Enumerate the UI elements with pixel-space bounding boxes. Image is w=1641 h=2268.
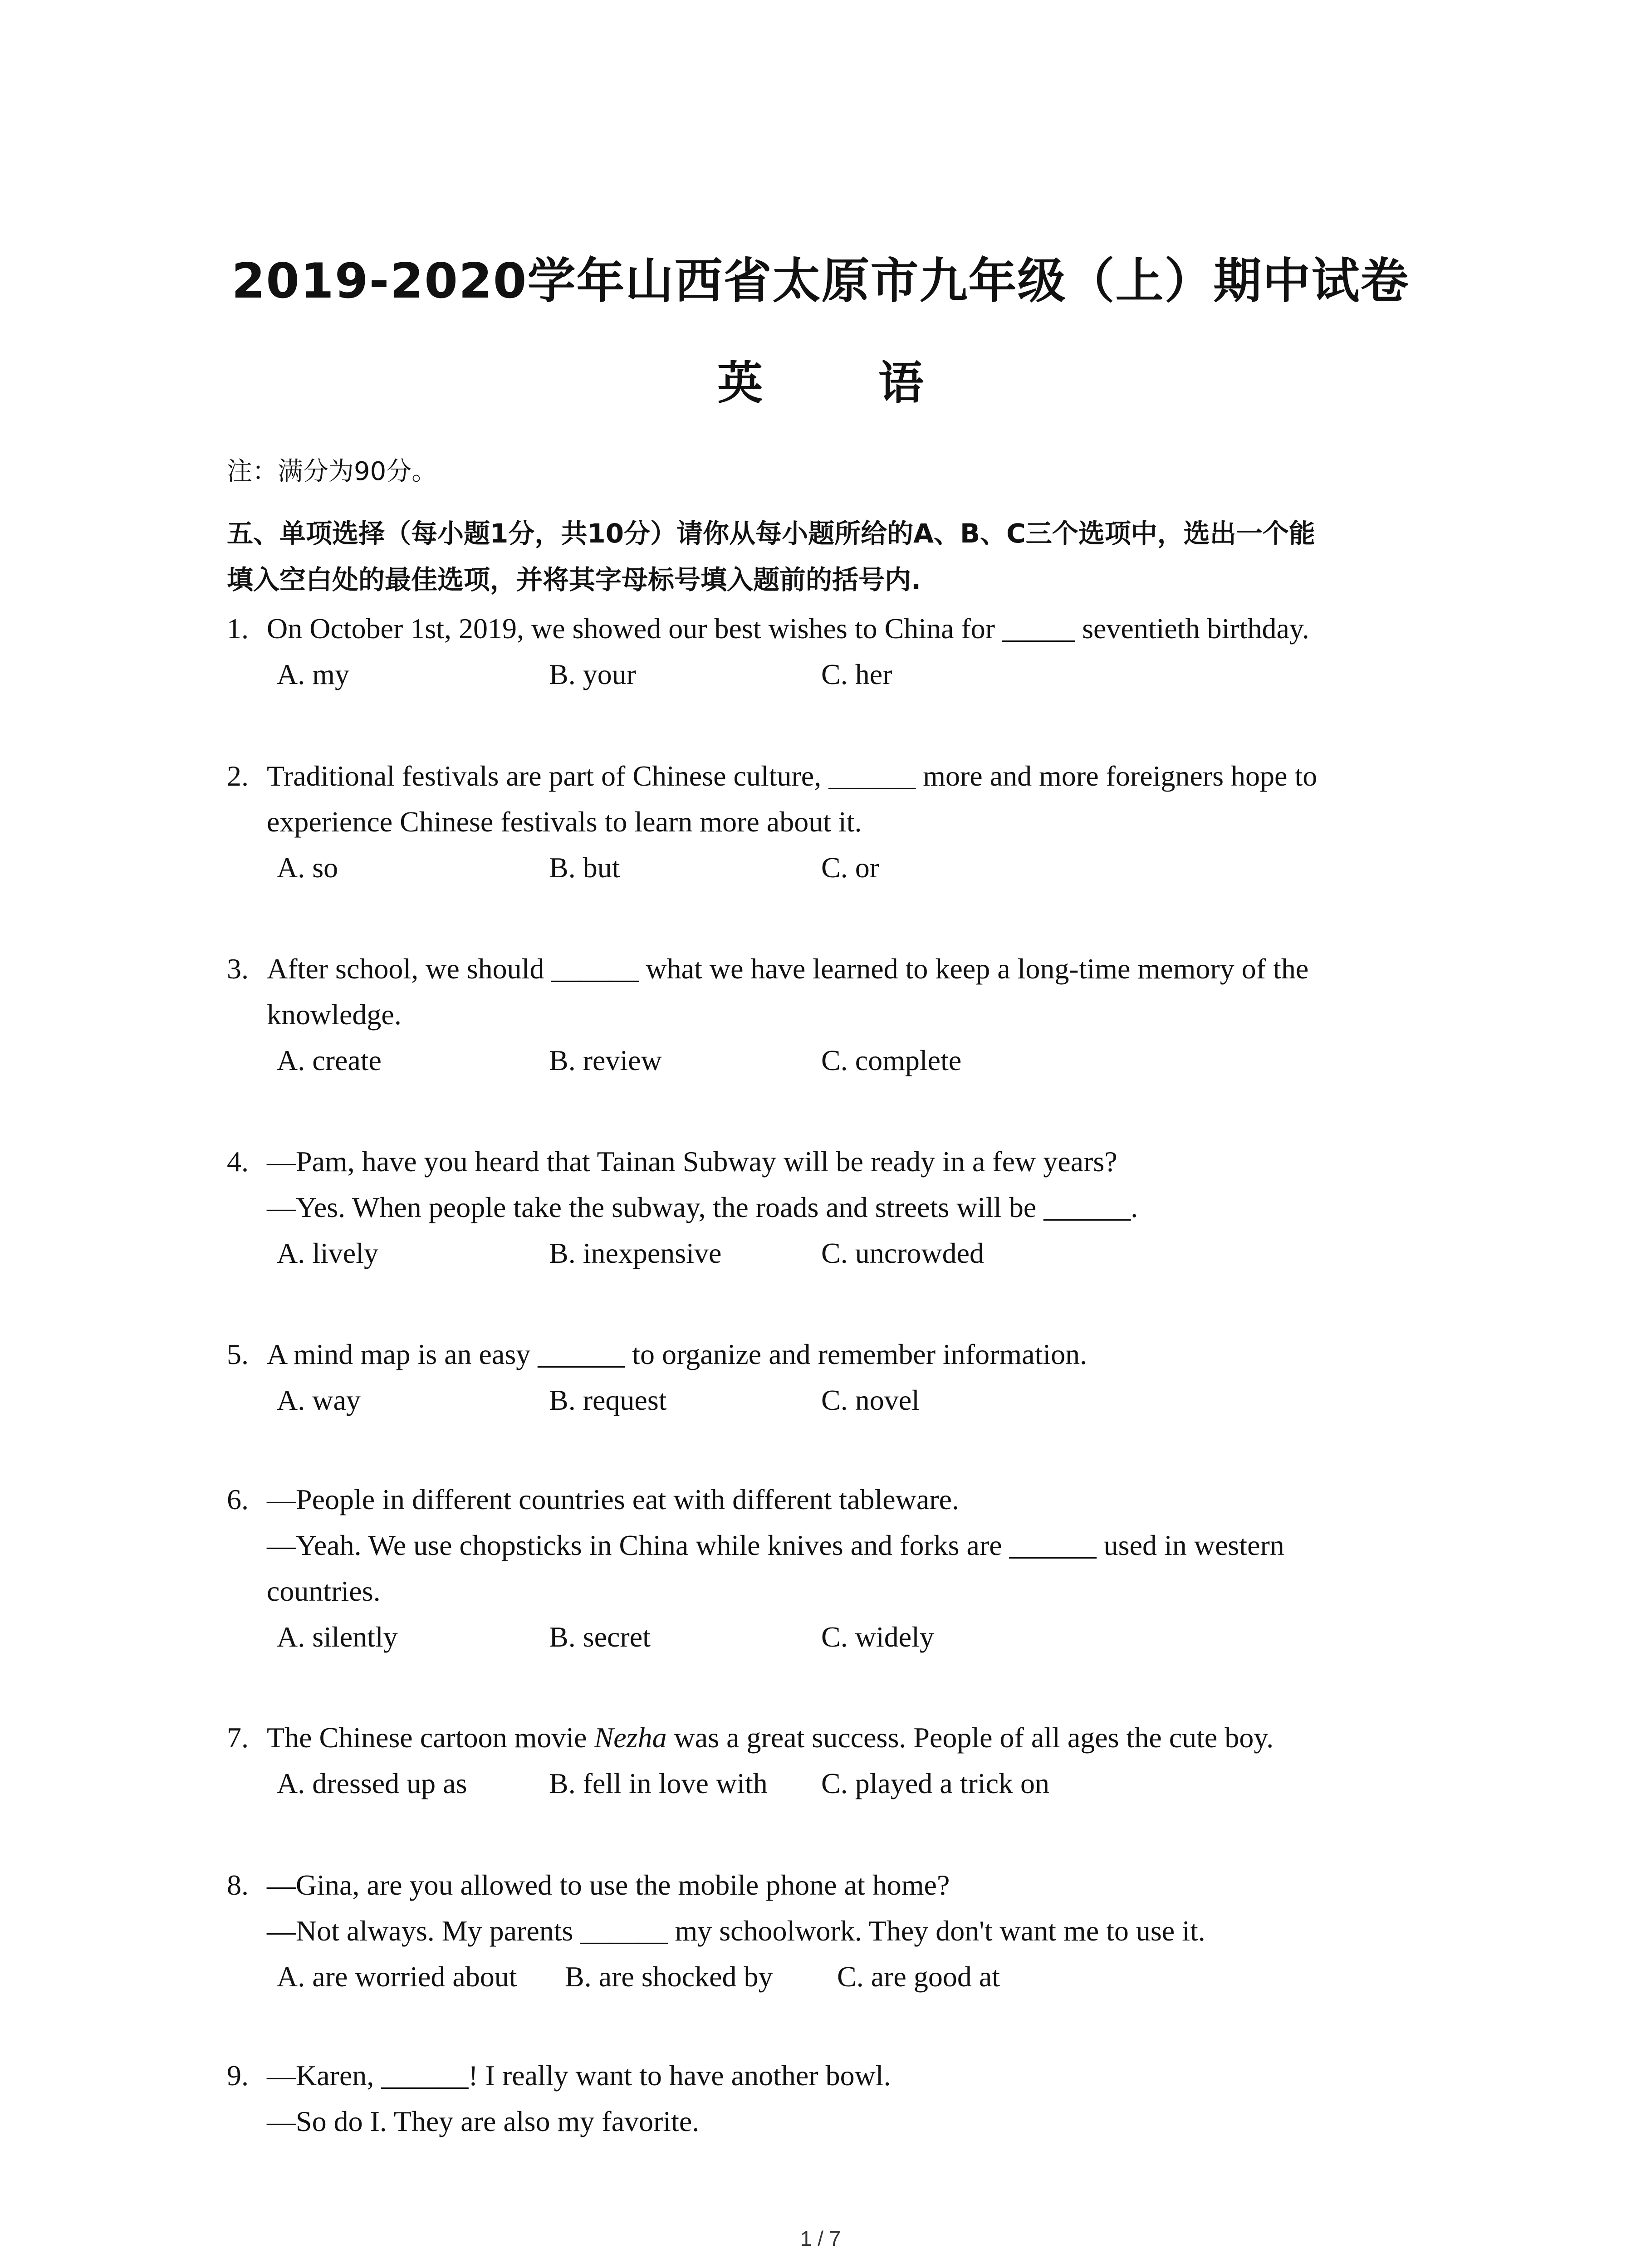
question-6 — [227, 1476, 1429, 1660]
answer-options — [227, 1614, 1429, 1660]
subject-title: 英 语 — [717, 357, 974, 410]
question-text — [267, 1715, 1274, 1760]
option-a: A. my — [277, 658, 349, 690]
option-b: B. are shocked by — [565, 1960, 773, 1993]
option-a: A. create — [277, 1044, 382, 1076]
question-number: 4. — [227, 1145, 249, 1178]
question-text: A mind map is an easy ______ to organize and remember information. — [267, 1338, 1087, 1370]
option-a: A. lively — [277, 1237, 378, 1269]
question-4 — [227, 1139, 1429, 1276]
option-c: C. her — [821, 658, 892, 690]
question-7 — [227, 1715, 1429, 1806]
option-c: C. or — [821, 851, 879, 884]
question-text: —People in different countries eat with different tableware. — [267, 1483, 959, 1515]
question-number: 2. — [227, 760, 249, 792]
question-number: 3. — [227, 953, 249, 985]
question-text: On October 1st, 2019, we showed our best wishes to China for _____ seventieth birthday. — [267, 612, 1309, 645]
answer-options — [227, 845, 1429, 890]
question-text: After school, we should ______ what we have learned to keep a long-time memory of the — [267, 953, 1309, 985]
answer-options — [227, 1230, 1429, 1276]
option-b: B. request — [549, 1384, 667, 1416]
option-a: A. silently — [277, 1621, 398, 1653]
answer-options — [227, 1037, 1429, 1083]
option-b: B. fell in love with — [549, 1767, 768, 1799]
movie-title: Nezha — [594, 1721, 667, 1754]
question-8 — [227, 1862, 1429, 1999]
question-text: —Pam, have you heard that Tainan Subway will be ready in a few years? — [267, 1145, 1117, 1178]
question-number: 9. — [227, 2059, 249, 2092]
option-c: C. widely — [821, 1621, 934, 1653]
instructions-line-1: 五、单项选择（每小题1分，共10分）请你从每小题所给的A、B、C三个选项中，选出一个能 — [227, 518, 1315, 549]
option-c: C. novel — [821, 1384, 920, 1416]
question-text: Traditional festivals are part of Chinese culture, ______ more and more foreigners hope to — [267, 760, 1318, 792]
question-text-continued: experience Chinese festivals to learn more about it. — [267, 806, 862, 838]
question-text-continued: knowledge. — [267, 998, 402, 1031]
answer-options — [227, 1760, 1429, 1806]
page-number: 1 / 7 — [800, 2227, 841, 2250]
answer-options — [227, 1377, 1429, 1423]
option-a: A. way — [277, 1384, 361, 1416]
question-5 — [227, 1331, 1429, 1423]
question-number: 5. — [227, 1338, 249, 1370]
option-a: A. so — [277, 851, 338, 884]
question-number: 7. — [227, 1721, 249, 1754]
question-text-before: The Chinese cartoon movie — [267, 1721, 594, 1754]
answer-options — [227, 651, 1429, 697]
option-a: A. dressed up as — [277, 1767, 467, 1799]
option-b: B. your — [549, 658, 636, 690]
option-b: B. review — [549, 1044, 662, 1076]
answer-options — [227, 1954, 1429, 1999]
question-text-after: was a great success. People of all ages the cute boy. — [666, 1721, 1274, 1754]
option-c: C. complete — [821, 1044, 962, 1076]
instructions-line-2: 填入空白处的最佳选项，并将其字母标号填入题前的括号内. — [227, 564, 921, 595]
score-note: 注：满分为90分。 — [227, 457, 437, 486]
option-b: B. secret — [549, 1621, 651, 1653]
question-2 — [227, 753, 1429, 890]
question-text-continued: countries. — [267, 1575, 381, 1607]
option-c: C. uncrowded — [821, 1237, 985, 1269]
option-a: A. are worried about — [277, 1960, 517, 1993]
question-text: —Gina, are you allowed to use the mobile phone at home? — [267, 1869, 950, 1901]
question-text-continued: —Yes. When people take the subway, the roads and streets will be ______. — [267, 1191, 1138, 1223]
question-text-continued: —Yeah. We use chopsticks in China while knives and forks are ______ used in western — [267, 1529, 1284, 1561]
question-text-continued: —So do I. They are also my favorite. — [267, 2105, 700, 2137]
option-b: B. inexpensive — [549, 1237, 722, 1269]
option-c: C. are good at — [837, 1960, 1000, 1993]
option-c: C. played a trick on — [821, 1767, 1049, 1799]
question-number: 6. — [227, 1483, 249, 1515]
exam-title: 2019-2020学年山西省太原市九年级（上）期中试卷 — [231, 253, 1410, 309]
question-1 — [227, 606, 1429, 697]
question-text: —Karen, ______! I really want to have another bowl. — [267, 2059, 891, 2092]
question-text-continued: —Not always. My parents ______ my schoolwork. They don't want me to use it. — [267, 1915, 1205, 1947]
section-instructions — [227, 510, 1452, 603]
question-9 — [227, 2053, 1429, 2144]
question-number: 8. — [227, 1869, 249, 1901]
question-3 — [227, 946, 1429, 1083]
question-number: 1. — [227, 612, 249, 645]
option-b: B. but — [549, 851, 620, 884]
